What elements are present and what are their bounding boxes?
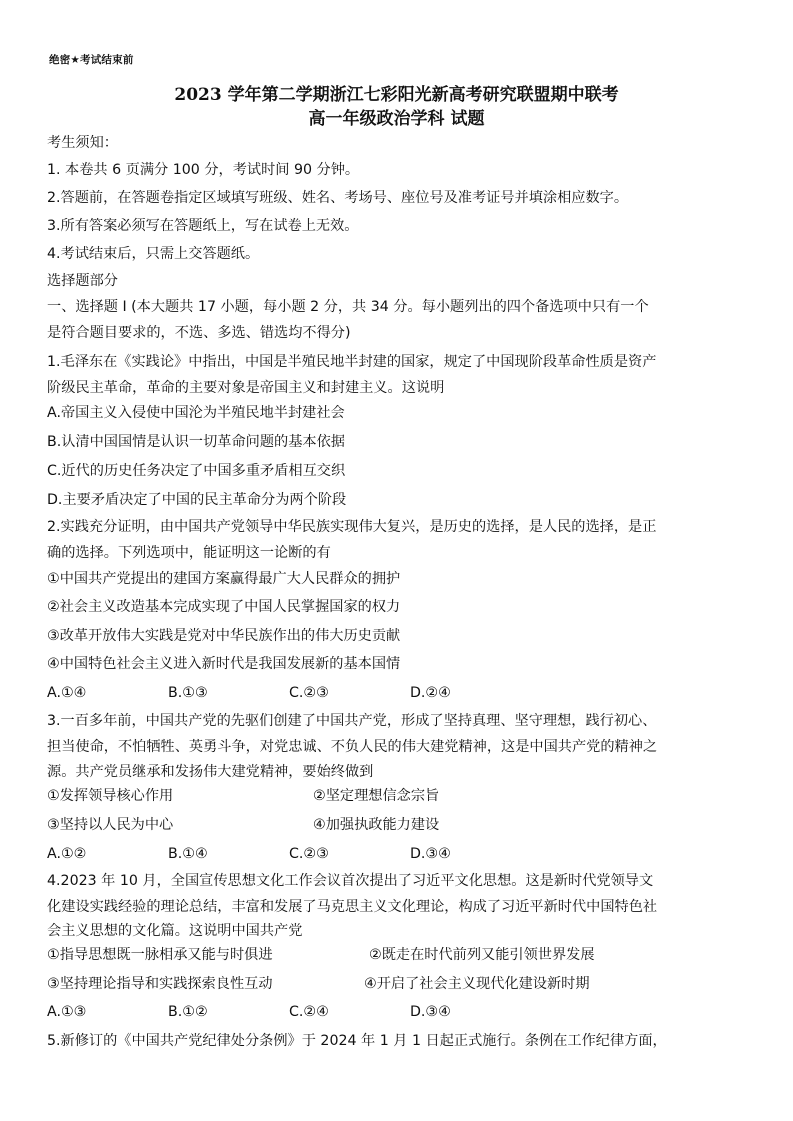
exam-title: 2023 学年第二学期浙江七彩阳光新高考研究联盟期中联考 (174, 85, 619, 105)
answer-option: B.①③ (168, 685, 208, 701)
question-stem: 5.新修订的《中国共产党纪律处分条例》于 2024 年 1 月 1 日起正式施行。条例在工作纪律方面， (47, 1033, 667, 1049)
answer-option: A.①② (47, 846, 87, 862)
question-stem: 3.一百多年前，中国共产党的先驱们创建了中国共产党，形成了坚持真理、坚守理想，践行初心、 (47, 713, 657, 729)
answer-option: B.认清中国国情是认识一切革命问题的基本依据 (47, 434, 345, 450)
answer-option: D.③④ (410, 846, 451, 862)
answer-option: D.②④ (410, 685, 451, 701)
answer-option: C.②④ (289, 1004, 329, 1020)
question-stem: 化建设实践经验的理论总结，丰富和发展了马克思主义文化理论，构成了习近平新时代中国特色社 (47, 899, 658, 915)
answer-option: B.①④ (168, 846, 208, 862)
answer-option: B.①② (168, 1004, 208, 1020)
answer-option: A.①④ (47, 685, 87, 701)
answer-option: C.②③ (289, 685, 329, 701)
answer-option: C.②③ (289, 846, 329, 862)
statement-item: ①发挥领导核心作用 (47, 788, 174, 804)
answer-option: D.主要矛盾决定了中国的民主革命分为两个阶段 (47, 492, 347, 508)
exam-subtitle: 高一年级政治学科 试题 (308, 109, 485, 129)
answer-option: D.③④ (410, 1004, 451, 1020)
question-stem: 会主义思想的文化篇。这说明中国共产党 (47, 923, 303, 939)
section-instruction: 一、选择题 I (本大题共 17 小题，每小题 2 分，共 34 分。每小题列出的四个备选项中只有一个 (47, 299, 649, 315)
statement-item: ④加强执政能力建设 (313, 817, 440, 833)
statement-item: ③坚持以人民为中心 (47, 817, 174, 833)
notice-item: 2.答题前，在答题卷指定区域填写班级、姓名、考场号、座位号及准考证号并填涂相应数字。 (47, 190, 629, 206)
statement-item: ①指导思想既一脉相承又能与时俱进 (47, 947, 273, 963)
answer-option: C.近代的历史任务决定了中国多重矛盾相互交织 (47, 463, 346, 479)
statement-item: ③坚持理论指导和实践探索良性互动 (47, 976, 273, 992)
question-stem: 4.2023 年 10 月，全国宣传思想文化工作会议首次提出了习近平文化思想。这是新时代党领导文 (47, 873, 654, 889)
section-part: 选择题部分 (47, 273, 118, 289)
question-stem: 源。共产党员继承和发扬伟大建党精神，要始终做到 (47, 764, 374, 780)
statement-item: ④中国特色社会主义进入新时代是我国发展新的基本国情 (47, 656, 401, 672)
statement-item: ②社会主义改造基本完成实现了中国人民掌握国家的权力 (47, 599, 401, 615)
question-stem: 阶级民主革命，革命的主要对象是帝国主义和封建主义。这说明 (47, 380, 445, 396)
question-stem: 担当使命，不怕牺牲、英勇斗争，对党忠诚、不负人民的伟大建党精神，这是中国共产党的精神之 (47, 739, 658, 755)
statement-item: ②既走在时代前列又能引领世界发展 (369, 947, 595, 963)
answer-option: A.帝国主义入侵使中国沦为半殖民地半封建社会 (47, 405, 345, 421)
notice-heading: 考生须知： (47, 135, 118, 151)
answer-option: A.①③ (47, 1004, 87, 1020)
question-stem: 2.实践充分证明，由中国共产党领导中华民族实现伟大复兴，是历史的选择，是人民的选择，是正 (47, 519, 657, 535)
statement-item: ①中国共产党提出的建国方案赢得最广大人民群众的拥护 (47, 571, 401, 587)
statement-item: ③改革开放伟大实践是党对中华民族作出的伟大历史贡献 (47, 628, 401, 644)
notice-item: 4.考试结束后，只需上交答题纸。 (47, 246, 260, 262)
notice-item: 3.所有答案必须写在答题纸上，写在试卷上无效。 (47, 218, 359, 234)
question-stem: 确的选择。下列选项中，能证明这一论断的有 (47, 545, 331, 561)
statement-item: ②坚定理想信念宗旨 (313, 788, 440, 804)
section-instruction: 是符合题目要求的，不选、多选、错选均不得分) (47, 325, 351, 341)
statement-item: ④开启了社会主义现代化建设新时期 (364, 976, 590, 992)
question-stem: 1.毛泽东在《实践论》中指出，中国是半殖民地半封建的国家，规定了中国现阶段革命性质是资产 (47, 354, 657, 370)
notice-item: 1. 本卷共 6 页满分 100 分，考试时间 90 分钟。 (47, 162, 360, 178)
confidential-label: 绝密★考试结束前 (49, 54, 134, 66)
